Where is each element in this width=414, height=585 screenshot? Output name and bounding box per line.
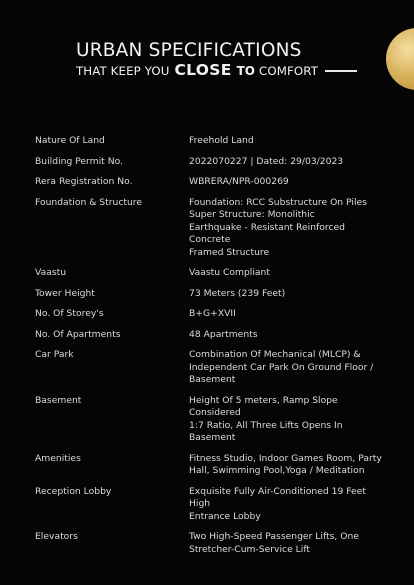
heading-rule — [325, 70, 357, 72]
spec-label: Vaastu — [35, 267, 67, 278]
row-spacer — [35, 387, 385, 395]
row-spacer — [35, 478, 385, 486]
spec-label: No. Of Storey's — [35, 308, 104, 319]
spec-value: 73 Meters (239 Feet) — [189, 287, 286, 299]
spec-value: Combination Of Mechanical (MLCP) & Independent Car Park On Ground Floor / Basement — [189, 349, 374, 385]
spec-label: Reception Lobby — [35, 485, 112, 497]
spec-value: Height Of 5 meters, Ramp Slope Considered 1:7 Ratio, All Three Lifts Opens In Basement — [189, 394, 343, 443]
spec-row — [35, 197, 385, 260]
heading-to: TO — [236, 64, 256, 78]
row-spacer — [35, 341, 385, 349]
row-spacer — [35, 300, 385, 308]
heading-suffix: COMFORT — [259, 64, 319, 78]
row-spacer — [35, 280, 385, 288]
spec-row — [35, 395, 385, 445]
spec-value: Fitness Studio, Indoor Games Room, Party Hall, Swimming Pool,Yoga / Meditation — [189, 452, 382, 476]
spec-value: WBRERA/NPR-000269 — [189, 176, 289, 187]
heading-bold-word: CLOSE — [174, 61, 232, 79]
row-spacer — [35, 523, 385, 531]
specifications-table — [35, 135, 385, 556]
spec-label: No. Of Apartments — [35, 328, 121, 340]
spec-row — [35, 531, 385, 556]
spec-row — [35, 486, 385, 524]
spec-label: Building Permit No. — [35, 155, 123, 167]
spec-label: Elevators — [35, 531, 78, 542]
heading-line-2 — [76, 61, 357, 79]
spec-label: Nature Of Land — [35, 135, 105, 146]
spec-row — [35, 288, 385, 301]
spec-value: Two High-Speed Passenger Lifts, One Stretcher-Cum-Service Lift — [189, 531, 359, 555]
spec-value: 48 Apartments — [189, 328, 258, 340]
row-spacer — [35, 189, 385, 197]
spec-value: Vaastu Compliant — [189, 267, 270, 278]
spec-row — [35, 308, 385, 321]
spec-value: 2022070227 | Dated: 29/03/2023 — [189, 155, 344, 167]
spec-row — [35, 135, 385, 148]
spec-value: Freehold Land — [189, 135, 254, 146]
spec-row — [35, 329, 385, 342]
spec-value: Exquisite Fully Air-Conditioned 19 Feet High Entrance Lobby — [189, 485, 366, 522]
heading-line-1: URBAN SPECIFICATIONS — [76, 40, 302, 61]
spec-row — [35, 453, 385, 478]
spec-value: B+G+XVII — [189, 308, 236, 319]
spec-row — [35, 156, 385, 169]
row-spacer — [35, 168, 385, 176]
spec-value: Foundation: RCC Substructure On Piles Super Structure: Monolithic Earthquake - Resistant Reinforced Concrete Framed Structure — [189, 196, 367, 258]
spec-row — [35, 349, 385, 387]
row-spacer — [35, 321, 385, 329]
spec-label: Basement — [35, 394, 82, 406]
spec-row — [35, 267, 385, 280]
spec-label: Car Park — [35, 349, 74, 360]
gold-circle-decoration — [386, 28, 414, 90]
page-heading — [76, 40, 357, 79]
heading-prefix: THAT KEEP YOU — [76, 64, 170, 78]
spec-label: Amenities — [35, 452, 81, 464]
row-spacer — [35, 445, 385, 453]
spec-label: Rera Registration No. — [35, 176, 133, 187]
row-spacer — [35, 148, 385, 156]
row-spacer — [35, 259, 385, 267]
spec-label: Tower Height — [35, 287, 95, 299]
spec-row — [35, 176, 385, 189]
spec-label: Foundation & Structure — [35, 196, 143, 208]
